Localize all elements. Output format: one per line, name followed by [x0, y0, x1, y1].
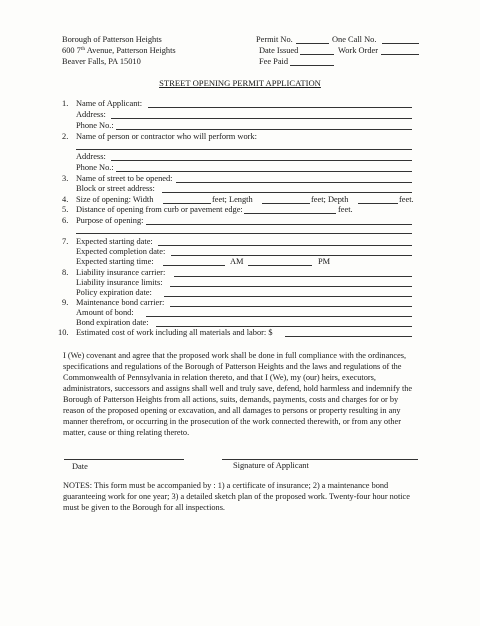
applicant-signature-line[interactable]: [222, 459, 418, 460]
bond-expiration-label: Bond expiration date:: [76, 318, 149, 327]
bond-amount-field[interactable]: [146, 316, 412, 317]
item-number: 8.: [62, 268, 69, 277]
bond-expiration-field[interactable]: [156, 326, 412, 327]
applicant-name-field[interactable]: [148, 107, 412, 108]
one-call-no-label: One Call No.: [332, 35, 377, 44]
block-field[interactable]: [162, 192, 412, 193]
start-date-field[interactable]: [158, 245, 412, 246]
applicant-name-label: Name of Applicant:: [76, 99, 143, 108]
purpose-field[interactable]: [146, 224, 412, 225]
street-label: Name of street to be opened:: [76, 174, 173, 183]
distance-label: Distance of opening from curb or pavement edge:: [76, 205, 243, 214]
applicant-address-field[interactable]: [111, 118, 412, 119]
contractor-phone-field[interactable]: [116, 171, 412, 172]
bond-amount-label: Amount of bond:: [76, 308, 134, 317]
signature-applicant-label: Signature of Applicant: [233, 461, 309, 470]
notes-paragraph: NOTES: This form must be accompanied by : 1) a certificate of insurance; 2) a maintenance bond guaranteeing work for one year; 3) a detailed sketch plan of the proposed work. Twenty-four hour notice must be given to the Borough for all inspections.: [63, 481, 410, 513]
borough-address: 600 7th Avenue, Patterson Heights: [62, 46, 176, 55]
work-order-label: Work Order: [338, 46, 379, 55]
date-issued-label: Date Issued: [259, 46, 299, 55]
liability-limits-label: Liability insurance limits:: [76, 278, 163, 287]
estimated-cost-field[interactable]: [285, 336, 412, 337]
estimated-cost-label: Estimated cost of work including all materials and labor: $: [76, 328, 273, 337]
contractor-phone-label: Phone No.:: [76, 163, 114, 172]
contractor-label: Name of person or contractor who will perform work:: [76, 132, 257, 141]
item-number: 5.: [62, 205, 69, 214]
start-time-am-field[interactable]: [163, 265, 225, 266]
block-label: Block or street address:: [76, 184, 155, 193]
borough-name: Borough of Patterson Heights: [62, 35, 162, 44]
item-number: 7.: [62, 237, 69, 246]
depth-label: feet; Depth: [311, 195, 349, 204]
pm-label: PM: [318, 257, 331, 266]
bond-carrier-field[interactable]: [170, 306, 412, 307]
item-number: 6.: [62, 216, 69, 225]
depth-unit: feet.: [399, 195, 414, 204]
liability-limits-field[interactable]: [170, 286, 412, 287]
start-time-pm-field[interactable]: [248, 265, 312, 266]
applicant-address-label: Address:: [76, 110, 106, 119]
fee-paid-label: Fee Paid: [259, 57, 289, 66]
completion-date-label: Expected completion date:: [76, 247, 166, 256]
contractor-field[interactable]: [76, 149, 412, 150]
one-call-no-field[interactable]: [382, 43, 419, 44]
length-label: feet; Length: [212, 195, 253, 204]
contractor-address-field[interactable]: [111, 160, 412, 161]
borough-city: Beaver Falls, PA 15010: [62, 57, 141, 66]
size-label: Size of opening: Width: [76, 195, 154, 204]
distance-field[interactable]: [244, 213, 336, 214]
applicant-phone-label: Phone No.:: [76, 121, 114, 130]
purpose-label: Purpose of opening:: [76, 216, 144, 225]
item-number: 9.: [62, 298, 69, 307]
start-time-label: Expected starting time:: [76, 257, 154, 266]
permit-no-field[interactable]: [296, 43, 329, 44]
signature-date-label: Date: [72, 462, 88, 471]
covenant-paragraph: I (We) covenant and agree that the proposed work shall be done in full compliance with the ordinances, specifications and regulations of the Borough of Patterson Heights and the laws and regulations of the Commonwealth of Pennsylvania in relation thereto, and that I (We), my (our) heirs, executors, administrators, successors and assigns shall well and truly save, defend, hold harmless and indemnify the Borough of Patterson Heights from all actions, suits, demands, payments, costs and charges for or by reason of the proposed opening or excavation, and all damages to persons or property resulting in any manner therefrom, or occurring in the prosecution of the work connected therewith, or from any other matter, cause or thing relating thereto.: [63, 351, 413, 438]
liability-carrier-field[interactable]: [174, 276, 412, 277]
applicant-phone-field[interactable]: [116, 129, 412, 130]
purpose-field-extra[interactable]: [76, 233, 412, 234]
item-number: 3.: [62, 174, 69, 183]
start-date-label: Expected starting date:: [76, 237, 153, 246]
fee-paid-field[interactable]: [290, 65, 334, 66]
permit-no-label: Permit No.: [256, 35, 293, 44]
item-number: 4.: [62, 195, 69, 204]
work-order-field[interactable]: [381, 54, 419, 55]
date-signature-line[interactable]: [64, 459, 184, 460]
form-title: STREET OPENING PERMIT APPLICATION: [159, 78, 321, 88]
item-number: 1.: [62, 99, 69, 108]
width-field[interactable]: [163, 203, 211, 204]
item-number: 10.: [58, 328, 69, 337]
contractor-address-label: Address:: [76, 152, 106, 161]
length-field[interactable]: [262, 203, 310, 204]
street-field[interactable]: [176, 182, 412, 183]
completion-date-field[interactable]: [171, 255, 412, 256]
item-number: 2.: [62, 132, 69, 141]
am-label: AM: [230, 257, 244, 266]
policy-expiration-label: Policy expiration date:: [76, 288, 152, 297]
date-issued-field[interactable]: [300, 54, 334, 55]
bond-carrier-label: Maintenance bond carrier:: [76, 298, 165, 307]
liability-carrier-label: Liability insurance carrier:: [76, 268, 166, 277]
policy-expiration-field[interactable]: [164, 296, 412, 297]
distance-unit: feet.: [338, 205, 353, 214]
depth-field[interactable]: [358, 203, 398, 204]
